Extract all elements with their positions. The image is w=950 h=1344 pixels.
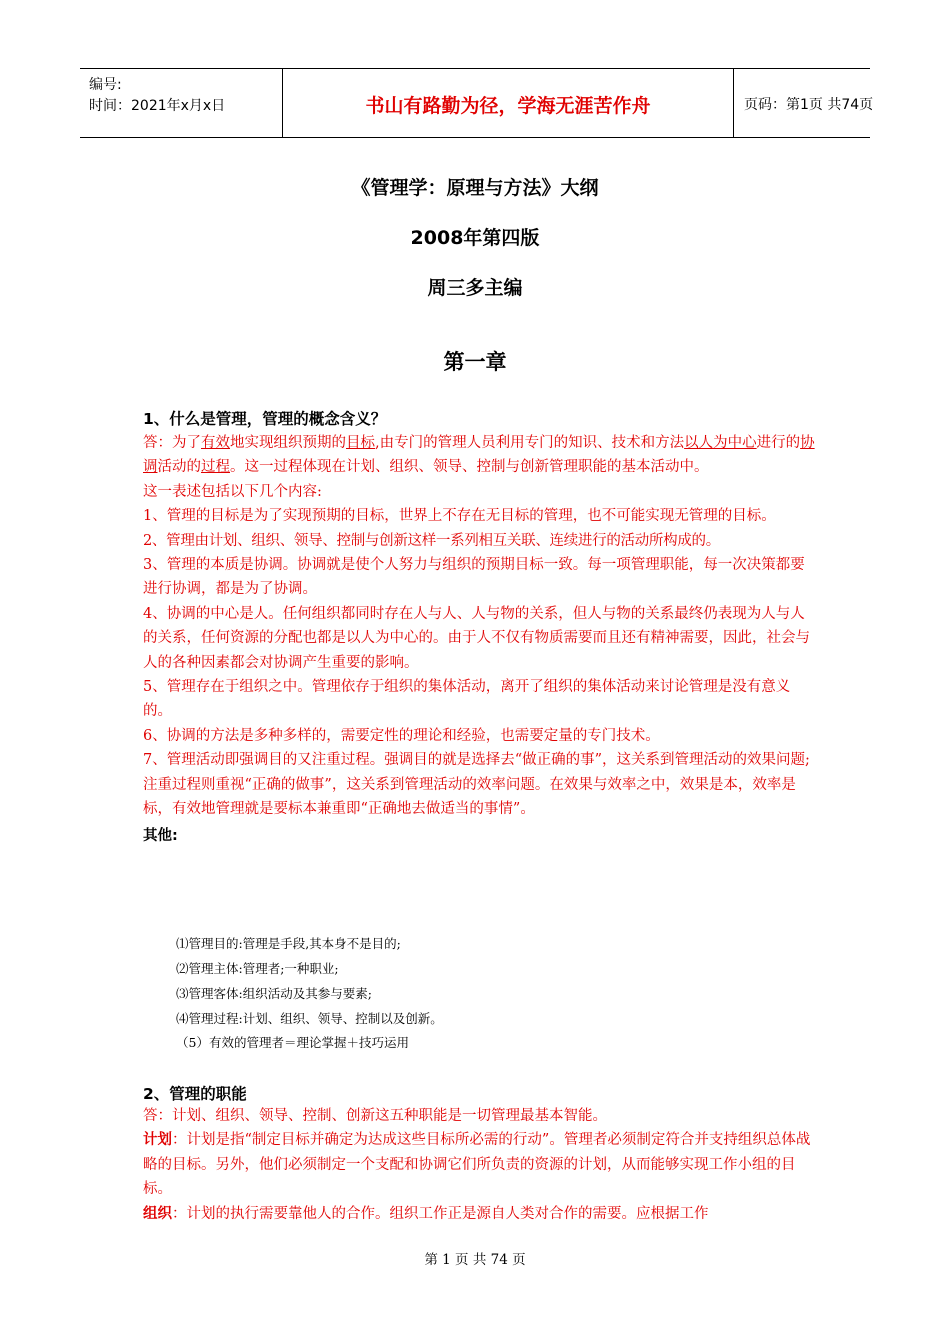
header-page-info: 页码：第1页 共74页: [744, 97, 874, 113]
document-title: 《管理学：原理与方法》大纲: [351, 177, 599, 199]
answer-text: 进行的: [756, 435, 801, 451]
answer-underline: 有效: [201, 435, 230, 451]
section-2: [143, 1082, 818, 1226]
document-edition: 2008年第四版: [410, 227, 540, 249]
header-meta-cell: [80, 69, 283, 137]
answer-point: 3、管理的本质是协调。协调就是使个人努力与组织的预期目标一致。每一项管理职能，每一次决策都要进行协调，都是为了协调。: [143, 557, 805, 598]
answer-underline: 过程: [201, 459, 230, 476]
answer-text: 地实现组织预期的: [230, 435, 346, 451]
other-item: ⑵管理主体:管理者;一种职业;: [176, 961, 339, 976]
document-time-label: 时间：2021年x月x日: [89, 98, 226, 114]
section-1-question: 1、什么是管理，管理的概念含义？: [143, 410, 387, 428]
answer-underline: 协调: [143, 435, 815, 476]
header-motto-cell: [283, 69, 734, 137]
answer-point: 5、管理存在于组织之中。管理依存于组织的集体活动，离开了组织的集体活动来讨论管理是没有意义的。: [143, 679, 791, 720]
answer-point: 6、协调的方法是多种多样的，需要定性的理论和经验，也需要定量的专门技术。: [143, 727, 660, 744]
header-page-cell: [734, 69, 874, 137]
section-1: [143, 407, 818, 845]
page-footer: 第 1 页 共 74 页: [424, 1252, 526, 1268]
answer-underline: 以人为中心: [684, 435, 757, 451]
document-number-label: 编号:: [89, 77, 122, 93]
other-label: 其他:: [143, 827, 178, 844]
document-editor: 周三多主编: [427, 277, 523, 299]
answer-point: 7、管理活动即强调目的又注重过程。强调目的就是选择去“做正确的事”，这关系到管理活动的效果问题;注重过程则重视“正确的做事”，这关系到管理活动的效率问题。在效果与效率之中，效果是本，效率是标，有效地管理就是要标本兼重即“正确地去做适当的事情”。: [143, 752, 810, 818]
section-2-answer: 答：计划、组织、领导、控制、创新这五种职能是一切管理最基本智能。: [143, 1108, 607, 1124]
page-header: [80, 68, 874, 138]
plan-text: ：计划是指“制定目标并确定为达成这些目标所必需的行动”。管理者必须制定符合并支持组织总体战略的目标。另外，他们必须制定一个支配和协调它们所负责的资源的计划，从而能够实现工作小组的目标。: [143, 1132, 811, 1198]
other-item: ⑷管理过程:计划、组织、领导、控制以及创新。: [176, 1011, 443, 1026]
answer-underline: 目标: [346, 435, 375, 451]
answer-text: 活动的: [157, 459, 201, 476]
answer-text: 。这一过程体现在计划、组织、领导、控制与创新管理职能的基本活动中。: [230, 459, 709, 476]
plan-paragraph: [143, 1128, 818, 1201]
section-1-answer: [143, 431, 818, 480]
other-item: （5）有效的管理者＝理论掌握＋技巧运用: [176, 1035, 409, 1050]
organize-text: ：计划的执行需要靠他人的合作。组织工作正是源自人类对合作的需要。应根据工作: [172, 1205, 709, 1222]
other-item: ⑶管理客体:组织活动及其参与要素;: [176, 986, 372, 1001]
chapter-heading: 第一章: [443, 350, 507, 374]
organize-paragraph: [143, 1202, 818, 1226]
organize-label: 组织: [143, 1204, 172, 1222]
answer-point: 4、协调的中心是人。任何组织都同时存在人与人、人与物的关系，但人与物的关系最终仍表现为人与人的关系，任何资源的分配也都是以人为中心的。由于人不仅有物质需要而且还有精神需要，因此，社会与人的各种因素都会对协调产生重要的影响。: [143, 605, 810, 671]
answer-point: 1、管理的目标是为了实现预期的目标，世界上不存在无目标的管理，也不可能实现无管理的目标。: [143, 508, 776, 525]
answer-intro: 这一表述包括以下几个内容:: [143, 483, 322, 500]
answer-text: ,由专门的管理人员利用专门的知识、技术和方法: [375, 435, 685, 451]
other-item: ⑴管理目的:管理是手段,其本身不是目的;: [176, 936, 401, 951]
answer-text: 答：为了: [143, 435, 201, 451]
plan-label: 计划: [143, 1131, 172, 1149]
answer-point: 2、管理由计划、组织、领导、控制与创新这样一系列相互关联、连续进行的活动所构成的。: [143, 532, 720, 549]
section-2-question: 2、管理的职能: [143, 1085, 247, 1103]
header-motto: 书山有路勤为径，学海无涯苦作舟: [365, 95, 651, 117]
